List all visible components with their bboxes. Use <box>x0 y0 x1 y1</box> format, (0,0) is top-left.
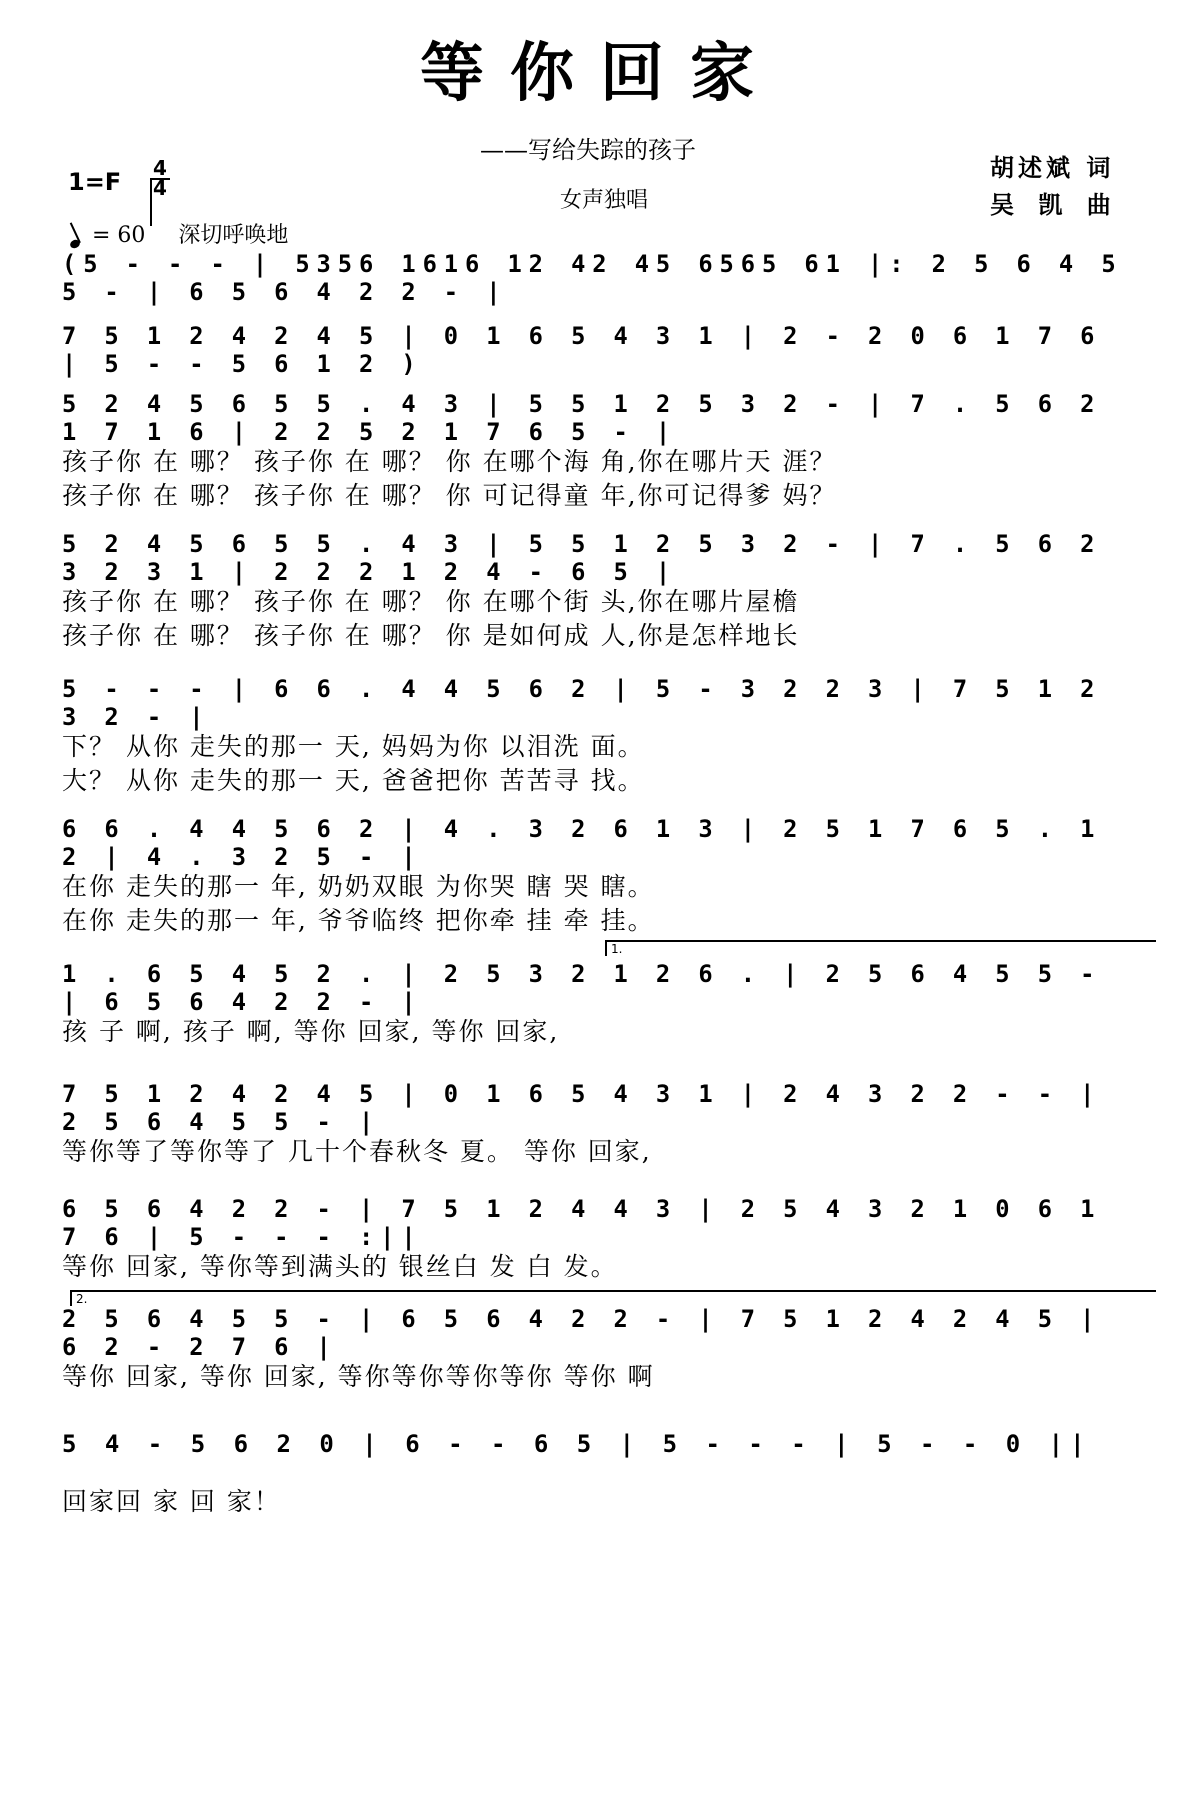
key-signature: 1=F <box>68 168 122 196</box>
lyric-line: 在你 走失的那一 年, 爷爷临终 把你牵 挂 牵 挂。 <box>62 906 655 935</box>
tempo-marking <box>70 218 288 249</box>
lyric-line: 等你 回家, 等你 回家, 等你等你等你等你 等你 啊 <box>62 1362 655 1391</box>
notation-line: 5 4 - 5 6 2 0 | 6 - - 6 5 | 5 - - - | 5 - - 0 || <box>62 1430 1092 1458</box>
notation-line: 5 2 4 5 6 5 5 . 4 3 | 5 5 1 2 5 3 2 - | 7 . 5 6 2 1 7 1 6 | 2 2 5 2 1 7 6 5 - | <box>62 390 1102 446</box>
notation-line: 6 6 . 4 4 5 6 2 | 4 . 3 2 6 1 3 | 2 5 1 7 6 5 . 1 2 | 4 . 3 2 5 - | <box>62 815 1102 871</box>
time-signature <box>150 158 170 198</box>
notation-line: 6 5 6 4 2 2 - | 7 5 1 2 4 4 3 | 2 5 4 3 2 1 0 6 1 7 6 | 5 - - - :|| <box>62 1195 1102 1251</box>
notation-line: 7 5 1 2 4 2 4 5 | 0 1 6 5 4 3 1 | 2 - 2 0 6 1 7 6 | 5 - - 5 6 1 2 ) <box>62 322 1102 378</box>
second-ending-bracket: 2. <box>70 1290 1156 1306</box>
voice-type: 女声独唱 <box>560 188 649 213</box>
lyric-line: 等你等了等你等了 几十个春秋冬 夏。 等你 回家, <box>62 1137 652 1166</box>
notation-line: 1 . 6 5 4 5 2 . | 2 5 3 2 1 2 6 . | 2 5 6 4 5 5 - | 6 5 6 4 2 2 - | <box>62 960 1102 1016</box>
lyric-line: 孩 子 啊, 孩子 啊, 等你 回家, 等你 回家, <box>62 1017 560 1046</box>
lyricist-credit: 胡述斌 词 <box>990 154 1115 182</box>
lyric-line: 孩子你 在 哪？ 孩子你 在 哪？ 你 在哪个街 头,你在哪片屋檐 <box>62 587 800 616</box>
lyric-line: 在你 走失的那一 年, 奶奶双眼 为你哭 瞎 哭 瞎。 <box>62 872 655 901</box>
lyric-line: 大？ 从你 走失的那一 天, 爸爸把你 苦苦寻 找。 <box>62 766 645 795</box>
composer-credit: 吴 凯 曲 <box>990 191 1119 219</box>
lyric-line: 孩子你 在 哪？ 孩子你 在 哪？ 你 是如何成 人,你是怎样地长 <box>62 621 800 650</box>
lyric-line: 孩子你 在 哪？ 孩子你 在 哪？ 你 可记得童 年,你可记得爹 妈？ <box>62 481 837 510</box>
page-title: 等你回家 <box>420 37 780 111</box>
subtitle: ——写给失踪的孩子 <box>480 136 696 164</box>
first-ending-bracket: 1. <box>605 940 1156 956</box>
lyric-line: 孩子你 在 哪？ 孩子你 在 哪？ 你 在哪个海 角,你在哪片天 涯？ <box>62 447 837 476</box>
notation-line: (5 - - - | 5356 1616 12 42 45 6565 61 |: 2 5 6 4 5 5 - | 6 5 6 4 2 2 - | <box>62 250 1123 306</box>
lyric-line: 等你 回家, 等你等到满头的 银丝白 发 白 发。 <box>62 1252 618 1281</box>
notation-line: 2 5 6 4 5 5 - | 6 5 6 4 2 2 - | 7 5 1 2 4 2 4 5 | 6 2 - 2 7 6 | <box>62 1305 1102 1361</box>
time-top: 4 <box>153 156 167 180</box>
notation-line: 5 2 4 5 6 5 5 . 4 3 | 5 5 1 2 5 3 2 - | 7 . 5 6 2 3 2 3 1 | 2 2 2 1 2 4 - 6 5 | <box>62 530 1102 586</box>
notation-line: 7 5 1 2 4 2 4 5 | 0 1 6 5 4 3 1 | 2 4 3 2 2 - - | 2 5 6 4 5 5 - | <box>62 1080 1102 1136</box>
time-bottom: 4 <box>153 176 167 200</box>
lyric-line: 回家回 家 回 家！ <box>62 1487 281 1516</box>
quarter-note-icon <box>69 238 81 249</box>
expression-text: 深切呼唤地 <box>178 223 289 248</box>
lyric-line: 下？ 从你 走失的那一 天, 妈妈为你 以泪洗 面。 <box>62 732 645 761</box>
tempo-value: = 60 <box>92 223 146 248</box>
notation-line: 5 - - - | 6 6 . 4 4 5 6 2 | 5 - 3 2 2 3 | 7 5 1 2 3 2 - | <box>62 675 1102 731</box>
